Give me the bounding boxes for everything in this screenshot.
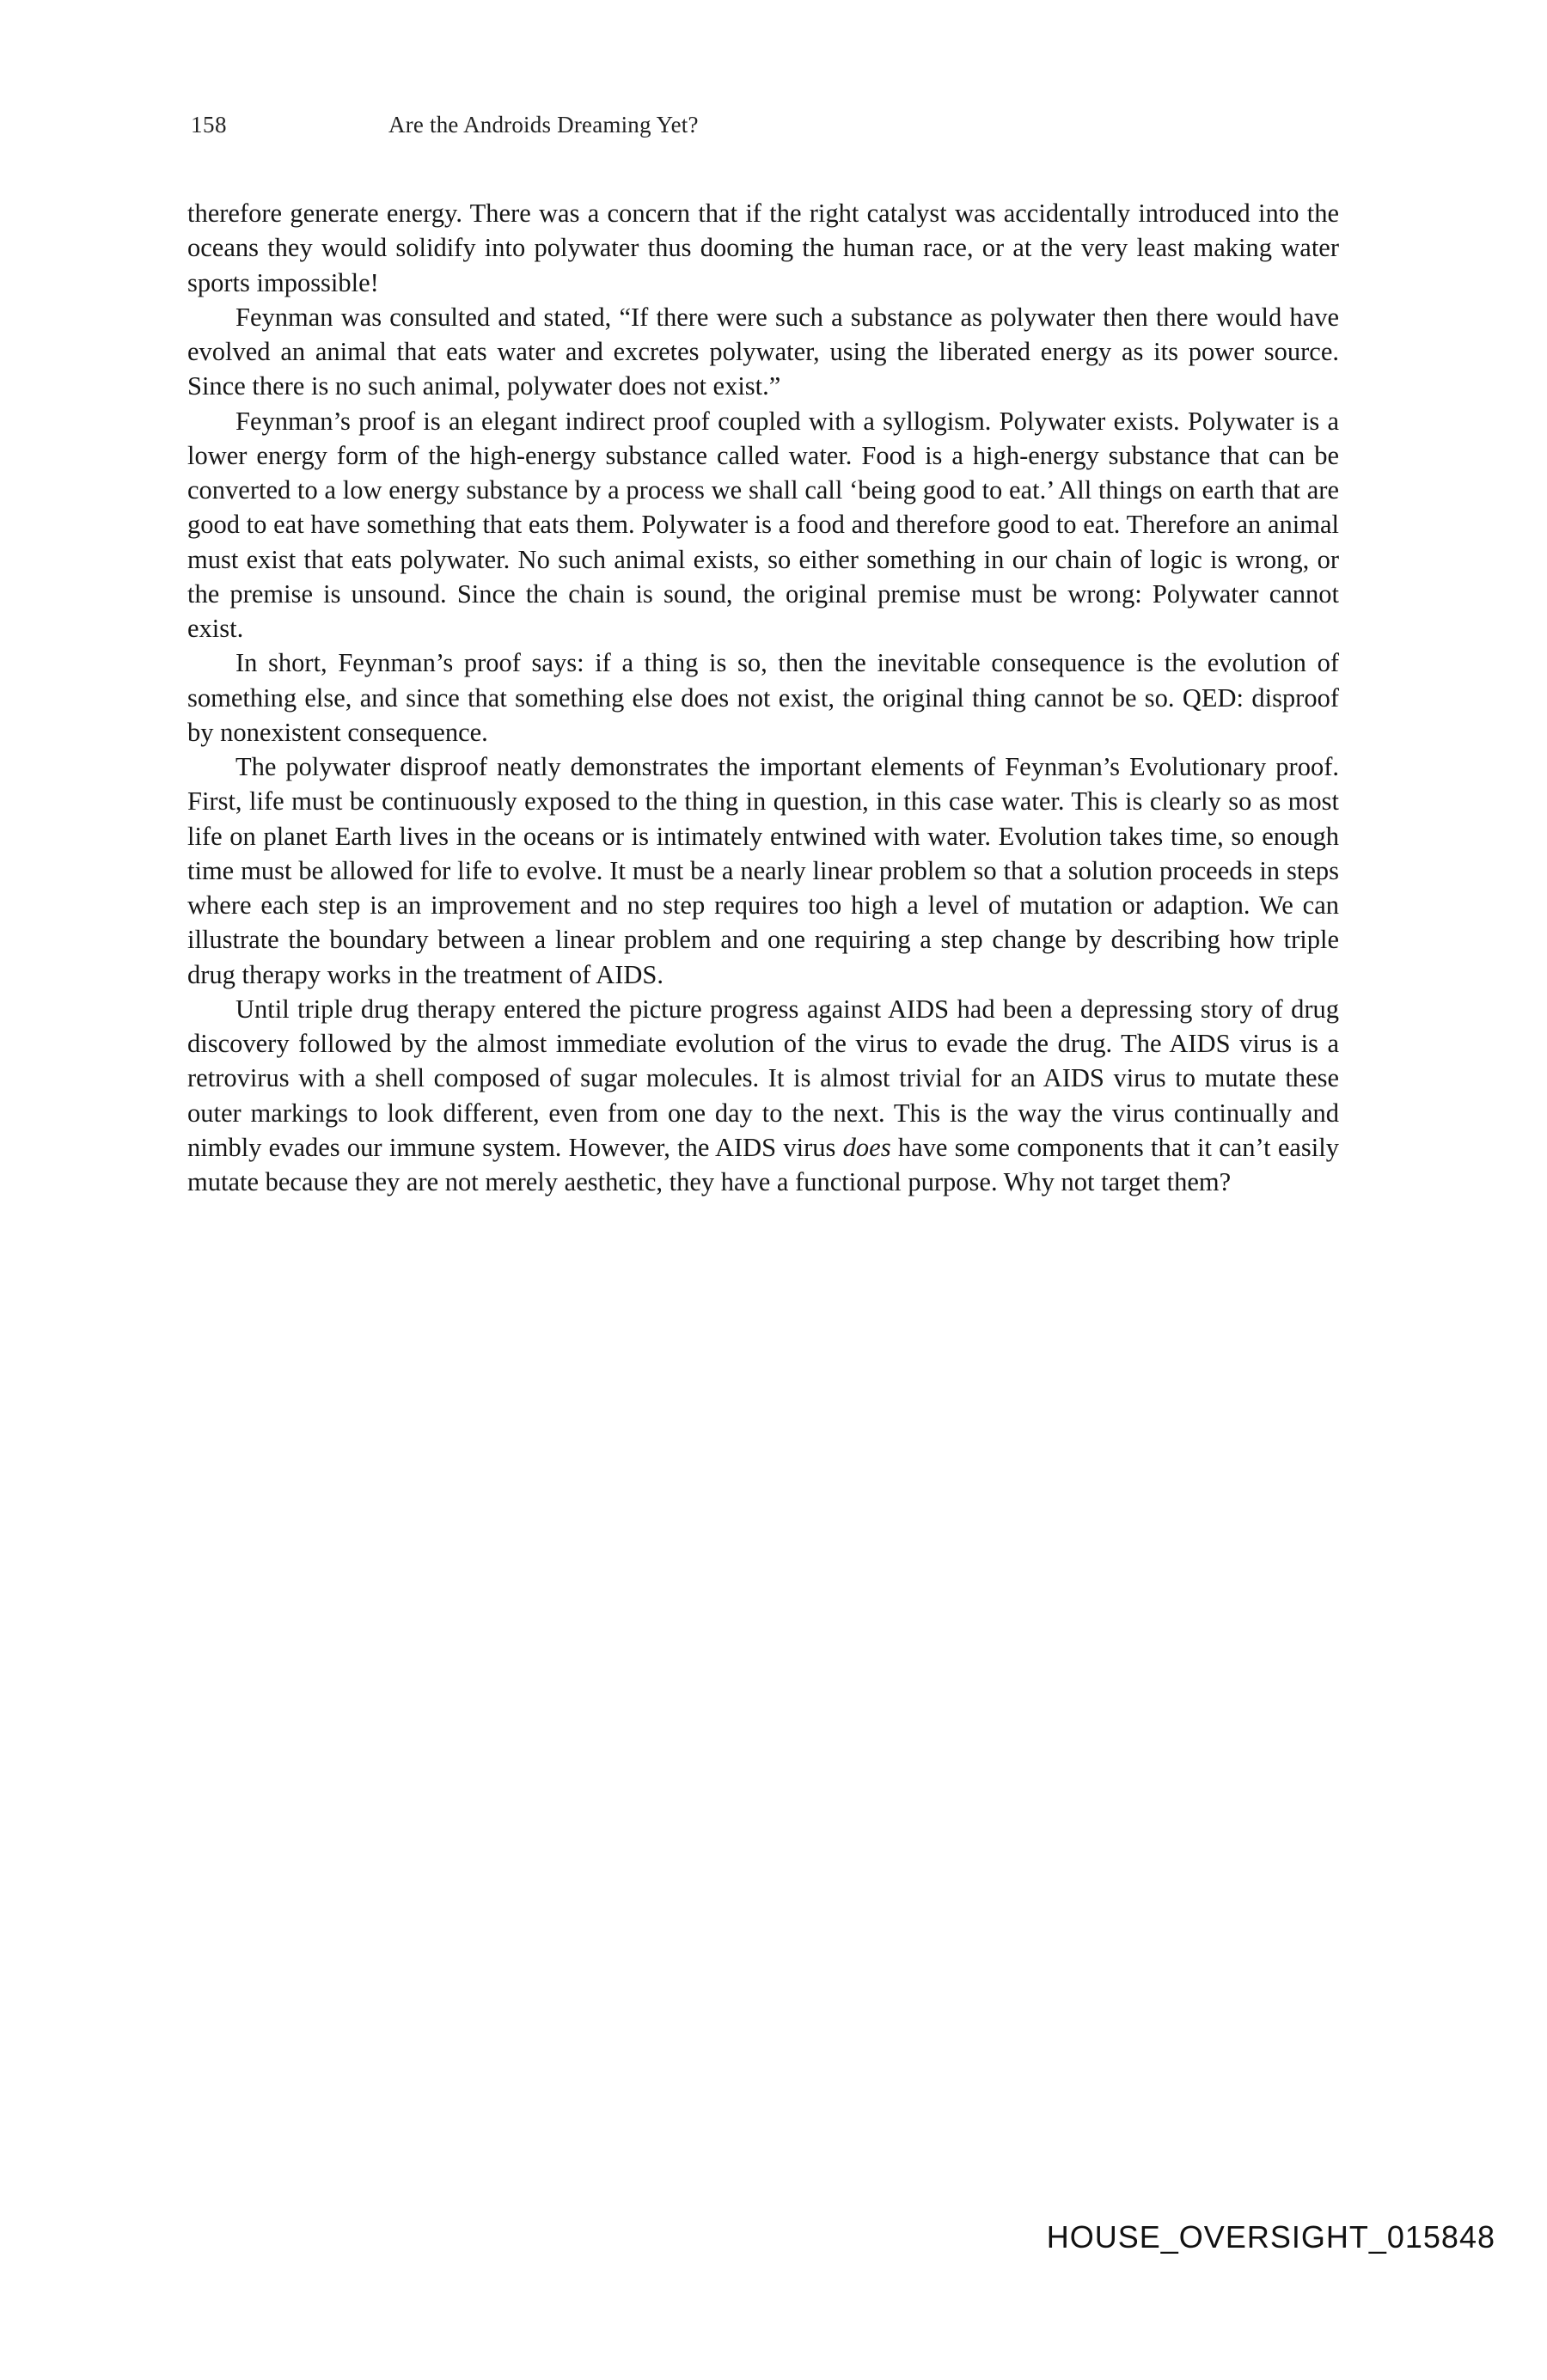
body-text-column bbox=[187, 196, 1339, 1199]
page-header bbox=[191, 112, 1356, 146]
running-head: Are the Androids Dreaming Yet? bbox=[388, 112, 699, 138]
paragraph-2: Feynman was consulted and stated, “If there were such a substance as polywater then there would have evolved an animal that eats water and excretes polywater, using the liberated energy as its power source. Since there is no such animal, polywater does not exist.” bbox=[187, 302, 1339, 401]
paragraph-3: Feynman’s proof is an elegant indirect proof coupled with a syllogism. Polywater exists. Polywater is a lower energy form of the high-energy substance called water. Food is a high-energy substance that can be converted to a low energy substance by a process we shall call ‘being good to eat.’ All things on earth that are good to eat have something that eats them. Polywater is a food and therefore good to eat. Therefore an animal must exist that eats polywater. No such animal exists, so either something in our chain of logic is wrong, or the premise is unsound. Since the chain is sound, the original premise must be wrong: Polywater cannot exist. bbox=[187, 406, 1339, 643]
paragraph-6: Until triple drug therapy entered the picture progress against AIDS had been a depressing story of drug discovery followed by the almost immediate evolution of the virus to evade the drug. The AIDS virus is a retrovirus with a shell composed of sugar molecules. It is almost trivial for an AIDS virus to mutate these outer markings to look different, even from one day to the next. This is the way the virus continually and nimbly evades our immune system. However, the AIDS virus does have some components that it can’t easily mutate because they are not merely aesthetic, they have a functional purpose. Why not target them? bbox=[187, 994, 1340, 1196]
bates-stamp: HOUSE_OVERSIGHT_015848 bbox=[1046, 2219, 1495, 2255]
paragraph-1: therefore generate energy. There was a concern that if the right catalyst was accidentally introduced into the oceans they would solidify into polywater thus dooming the human race, or at the very least making water sports impossible! bbox=[187, 199, 1339, 297]
page-number: 158 bbox=[191, 112, 227, 138]
paragraph-5: The polywater disproof neatly demonstrates the important elements of Feynman’s Evolutionary proof. First, life must be continuously exposed to the thing in question, in this case water. This is clearly so as most life on planet Earth lives in the oceans or is intimately entwined with water. Evolution takes time, so enough time must be allowed for life to evolve. It must be a nearly linear problem so that a solution proceeds in steps where each step is an improvement and no step requires too high a level of mutation or adaption. We can illustrate the boundary between a linear problem and one requiring a step change by describing how triple drug therapy works in the treatment of AIDS. bbox=[187, 752, 1339, 989]
paragraph-4: In short, Feynman’s proof says: if a thing is so, then the inevitable consequence is the evolution of something else, and since that something else does not exist, the original thing cannot be so. QED: disproof by nonexistent consequence. bbox=[187, 648, 1339, 747]
